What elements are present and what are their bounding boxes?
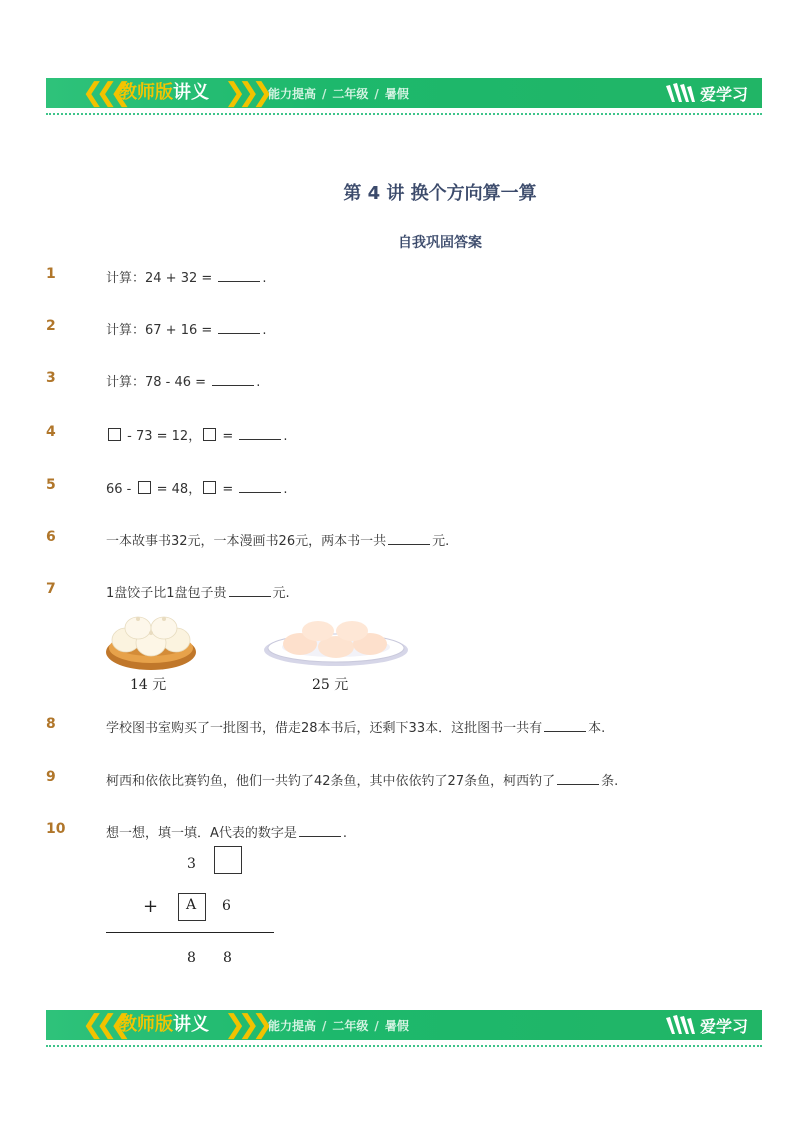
answer-blank — [544, 719, 586, 732]
page-title: 第 4 讲 换个方向算一算 — [343, 183, 537, 204]
buns-price: 14 元 — [130, 677, 167, 693]
question-end: . — [262, 323, 267, 338]
logo — [664, 1014, 748, 1036]
crumb-separator: / — [322, 87, 327, 101]
question-2 — [0, 318, 800, 340]
question-10 — [0, 821, 800, 843]
question-number: 3 — [46, 370, 56, 386]
question-text — [106, 582, 290, 601]
breadcrumb — [268, 86, 409, 102]
question-9 — [0, 769, 800, 791]
question-number: 10 — [46, 821, 66, 837]
question-stem: 学校图书室购买了一批图书，借走28本书后，还剩下33本．这批图书一共有 — [106, 721, 543, 736]
double-chevron-left-icon: ❮❮❮ — [82, 78, 124, 108]
answer-blank — [557, 772, 599, 785]
dotted-divider — [46, 1045, 762, 1047]
question-number: 9 — [46, 769, 56, 785]
double-chevron-left-icon: ❮❮❮ — [82, 1010, 124, 1040]
question-stem: = — [218, 429, 238, 444]
page-subtitle: 自我巩固答案 — [398, 235, 482, 251]
question-stem: = — [218, 482, 238, 497]
brand-title — [119, 82, 209, 104]
dumplings-price: 25 元 — [312, 677, 349, 693]
question-stem: 计算：78 - 46 = — [106, 375, 211, 390]
logo-text: 爱学习 — [700, 1016, 749, 1036]
question-text — [106, 770, 618, 789]
brand-teacher: 教师版 — [119, 1014, 173, 1035]
question-end: 元. — [432, 534, 450, 549]
answer-blank — [218, 269, 260, 282]
question-4 — [0, 424, 800, 446]
question-number: 1 — [46, 266, 56, 282]
unknown-letter-a: A — [186, 897, 197, 913]
unknown-box — [138, 481, 151, 494]
question-end: . — [256, 375, 261, 390]
sum-line — [106, 932, 274, 933]
steamed-buns-basket-image — [104, 608, 198, 672]
question-number: 5 — [46, 477, 56, 493]
question-text — [106, 717, 605, 736]
logo-text: 爱学习 — [700, 84, 749, 104]
brand-lecture: 讲义 — [173, 82, 209, 103]
answer-blank — [212, 373, 254, 386]
question-stem: 一本故事书32元，一本漫画书26元，两本书一共 — [106, 534, 387, 549]
question-7 — [0, 581, 800, 603]
unknown-box — [203, 481, 216, 494]
crumb-grade: 二年级 — [332, 87, 369, 101]
question-text — [106, 478, 288, 497]
crumb-level: 能力提高 — [268, 87, 317, 101]
question-number: 4 — [46, 424, 56, 440]
footer-banner — [46, 1010, 762, 1042]
unknown-box — [108, 428, 121, 441]
question-stem: 柯西和依依比赛钓鱼，他们一共钓了42条鱼，其中依依钓了27条鱼，柯西钓了 — [106, 774, 556, 789]
question-8 — [0, 716, 800, 738]
question-number: 2 — [46, 318, 56, 334]
addend-1-ones-box — [214, 846, 242, 874]
question-text — [106, 530, 449, 549]
sum-ones: 8 — [223, 950, 232, 966]
question-end: . — [262, 271, 267, 286]
addend-1-tens: 3 — [187, 856, 196, 872]
answer-blank — [229, 584, 271, 597]
question-number: 7 — [46, 581, 56, 597]
question-stem: 66 - — [106, 482, 136, 497]
double-chevron-right-icon: ❯❯❯ — [224, 1010, 266, 1040]
logo — [664, 82, 748, 104]
question-end: 条. — [601, 774, 619, 789]
crumb-term: 暑假 — [384, 87, 409, 101]
sum-tens: 8 — [187, 950, 196, 966]
answer-blank — [388, 532, 430, 545]
question-stem: - 73 = 12， — [123, 429, 202, 444]
question-1 — [0, 266, 800, 288]
dumplings-plate-image — [262, 612, 410, 668]
question-text — [106, 267, 267, 286]
double-chevron-right-icon: ❯❯❯ — [224, 78, 266, 108]
question-number: 6 — [46, 529, 56, 545]
question-3 — [0, 370, 800, 392]
answer-blank — [239, 480, 281, 493]
breadcrumb — [268, 1018, 409, 1034]
question-end: 本. — [588, 721, 606, 736]
brand-lecture: 讲义 — [173, 1014, 209, 1035]
question-text — [106, 371, 260, 390]
question-stem: 1盘饺子比1盘包子贵 — [106, 586, 227, 601]
question-stem: 想一想，填一填．A代表的数字是 — [106, 826, 297, 841]
dotted-divider — [46, 113, 762, 115]
question-end: . — [342, 826, 348, 841]
plus-sign: + — [143, 896, 159, 917]
question-text — [106, 319, 267, 338]
crumb-grade: 二年级 — [332, 1019, 369, 1033]
question-6 — [0, 529, 800, 551]
question-text — [106, 425, 288, 444]
question-stem: 计算：67 + 16 = — [106, 323, 217, 338]
crumb-separator: / — [322, 1019, 327, 1033]
question-stem: 计算：24 + 32 = — [106, 271, 217, 286]
answer-blank — [239, 427, 281, 440]
logo-book-icon — [664, 82, 698, 104]
crumb-separator: / — [374, 1019, 379, 1033]
unknown-box — [203, 428, 216, 441]
crumb-separator: / — [374, 87, 379, 101]
question-end: 元. — [272, 586, 290, 601]
question-text — [106, 822, 347, 841]
question-stem: = 48， — [152, 482, 202, 497]
logo-book-icon — [664, 1014, 698, 1036]
crumb-term: 暑假 — [384, 1019, 409, 1033]
header-banner — [46, 78, 762, 110]
answer-blank — [299, 824, 341, 837]
answer-blank — [218, 321, 260, 334]
question-number: 8 — [46, 716, 56, 732]
addend-2-ones: 6 — [222, 898, 231, 914]
question-end: . — [283, 482, 288, 497]
question-end: . — [283, 429, 288, 444]
crumb-level: 能力提高 — [268, 1019, 317, 1033]
question-5 — [0, 477, 800, 499]
brand-teacher: 教师版 — [119, 82, 173, 103]
brand-title — [119, 1014, 209, 1036]
